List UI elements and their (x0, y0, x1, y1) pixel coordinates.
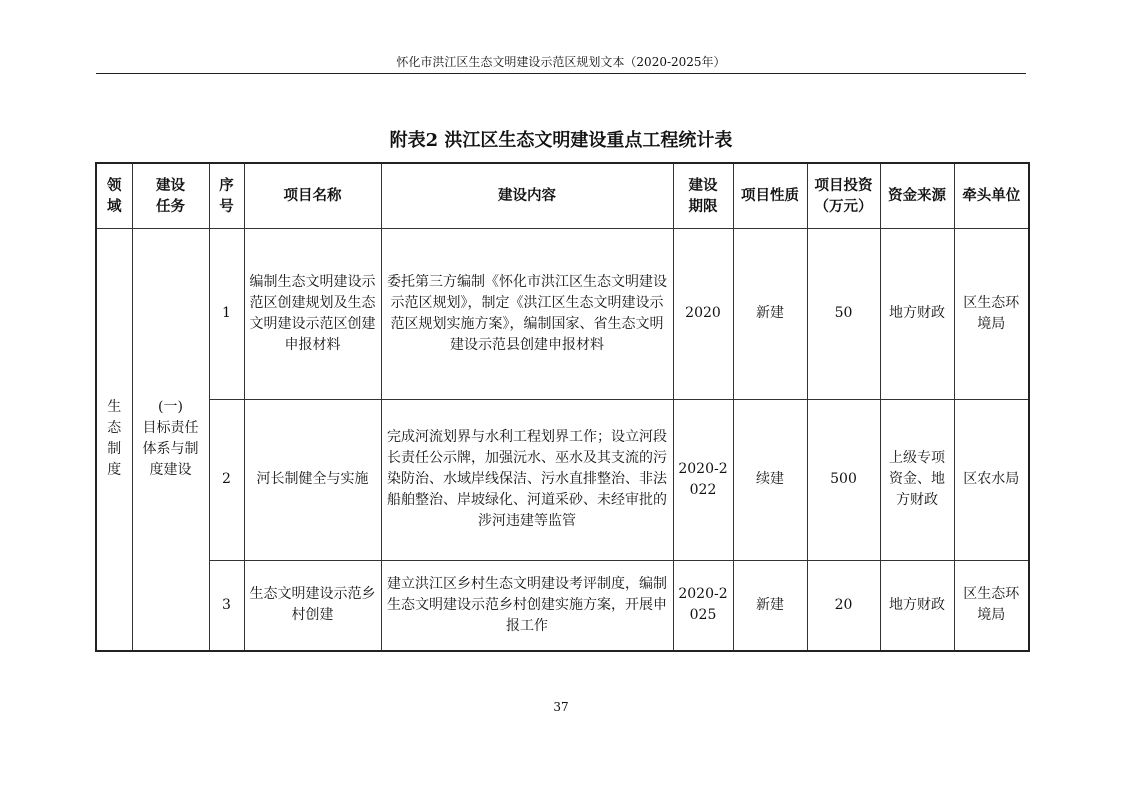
col-header-funding: 资金来源 (880, 163, 954, 228)
row-name: 河长制健全与实施 (244, 399, 381, 560)
project-table (95, 162, 1030, 652)
row-seq: 2 (209, 399, 244, 560)
row-content: 完成河流划界与水利工程划界工作；设立河段长责任公示牌，加强沅水、巫水及其支流的污染防治、水域岸线保洁、污水直排整治、非法船舶整治、岸坡绿化、河道采砂、未经审批的涉河违建等监管 (381, 399, 673, 560)
row-nature: 新建 (733, 228, 807, 399)
table-row (96, 228, 1029, 399)
row-funding: 地方财政 (880, 560, 954, 651)
row-period: 2020-2025 (673, 560, 733, 651)
row-nature: 新建 (733, 560, 807, 651)
row-period: 2020 (673, 228, 733, 399)
row-investment: 500 (807, 399, 880, 560)
row-investment: 50 (807, 228, 880, 399)
row-seq: 3 (209, 560, 244, 651)
col-header-domain: 领域 (96, 163, 132, 228)
row-seq: 1 (209, 228, 244, 399)
running-header: 怀化市洪江区生态文明建设示范区规划文本（2020-2025年） (396, 55, 726, 69)
domain-cell: 生 态 制 度 (96, 228, 132, 651)
row-name: 生态文明建设示范乡村创建 (244, 560, 381, 651)
col-header-lead: 牵头单位 (954, 163, 1029, 228)
table-header-row (96, 163, 1029, 228)
table-row (96, 399, 1029, 560)
col-header-seq: 序 号 (209, 163, 244, 228)
col-header-nature: 项目性质 (733, 163, 807, 228)
page-number: 37 (553, 700, 569, 714)
row-name: 编制生态文明建设示范区创建规划及生态文明建设示范区创建申报材料 (244, 228, 381, 399)
row-lead: 区生态环境局 (954, 560, 1029, 651)
table-title: 附表2 洪江区生态文明建设重点工程统计表 (389, 130, 733, 151)
row-content: 建立洪江区乡村生态文明建设考评制度，编制生态文明建设示范乡村创建实施方案，开展申报工作 (381, 560, 673, 651)
header-rule (96, 73, 1026, 74)
row-funding: 地方财政 (880, 228, 954, 399)
row-funding: 上级专项资金、地方财政 (880, 399, 954, 560)
col-header-task: 建设 任务 (132, 163, 209, 228)
row-content: 委托第三方编制《怀化市洪江区生态文明建设示范区规划》，制定《洪江区生态文明建设示范区规划实施方案》，编制国家、省生态文明建设示范县创建申报材料 (381, 228, 673, 399)
task-cell: (一) 目标责任 体系与制 度建设 (132, 228, 209, 651)
col-header-period: 建设 期限 (673, 163, 733, 228)
row-investment: 20 (807, 560, 880, 651)
table-row (96, 560, 1029, 651)
col-header-name: 项目名称 (244, 163, 381, 228)
col-header-investment: 项目投资 （万元） (807, 163, 880, 228)
row-lead: 区生态环境局 (954, 228, 1029, 399)
row-lead: 区农水局 (954, 399, 1029, 560)
col-header-content: 建设内容 (381, 163, 673, 228)
row-nature: 续建 (733, 399, 807, 560)
row-period: 2020-2022 (673, 399, 733, 560)
